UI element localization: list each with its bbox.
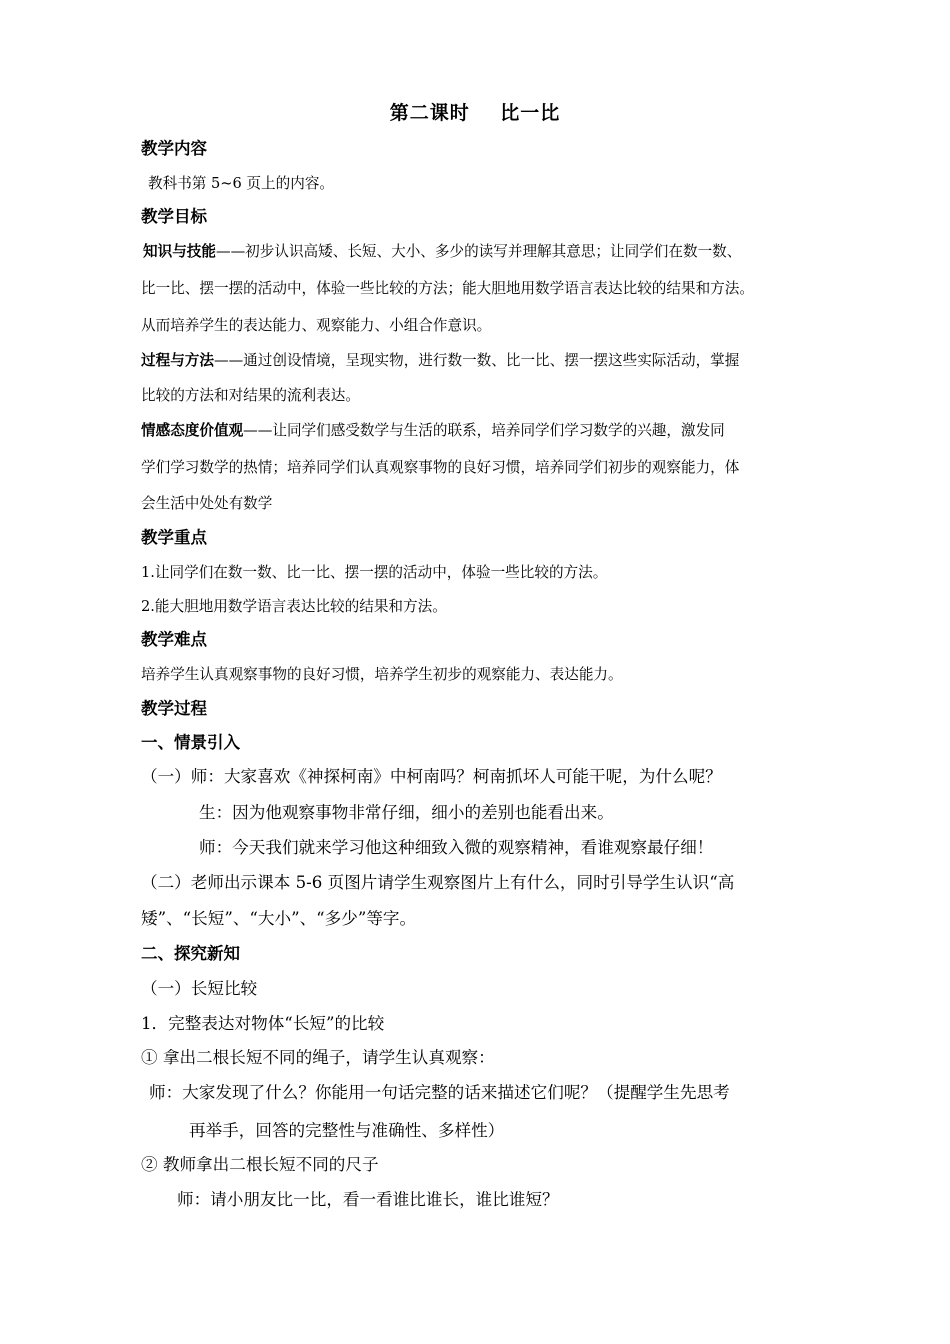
goal1-text-1: ——初步认识高矮、长短、大小、多少的读写并理解其意思；让同学们在数一数、 bbox=[215, 243, 742, 260]
goal3-line1 bbox=[141, 421, 725, 441]
explore-subheading: （一）长短比较 bbox=[141, 979, 258, 998]
intro-paragraph-3: 师：今天我们就来学习他这种细致入微的观察精神，看谁观察最仔细！ bbox=[199, 838, 714, 857]
goal3-line3: 会生活中处处有数学 bbox=[141, 495, 273, 512]
goal2-text-1: ——通过创设情境，呈现实物，进行数一数、比一比、摆一摆这些实际活动，掌握 bbox=[213, 352, 740, 369]
difficulty-text: 培养学生认真观察事物的良好习惯，培养学生初步的观察能力、表达能力。 bbox=[141, 666, 623, 683]
goal3-label: 情感态度价值观 bbox=[141, 422, 244, 439]
section-heading-key-points: 教学重点 bbox=[141, 528, 207, 547]
section-heading-goals: 教学目标 bbox=[141, 207, 207, 226]
explore-step-2: ② 教师拿出二根长短不同的尺子 bbox=[141, 1155, 379, 1174]
section-heading-content: 教学内容 bbox=[141, 139, 207, 158]
key-point-1: 1.让同学们在数一数、比一比、摆一摆的活动中，体验一些比较的方法。 bbox=[141, 564, 608, 581]
key-point-2: 2.能大胆地用数学语言表达比较的结果和方法。 bbox=[141, 598, 447, 615]
content-text: 教科书第 5~6 页上的内容。 bbox=[148, 175, 335, 192]
goal3-text-1: ——让同学们感受数学与生活的联系，培养同学们学习数学的兴趣，激发同 bbox=[243, 422, 725, 439]
goal1-line3: 从而培养学生的表达能力、观察能力、小组合作意识。 bbox=[141, 317, 492, 334]
section-heading-intro: 一、情景引入 bbox=[141, 733, 240, 752]
explore-teacher-question-2: 师：请小朋友比一比，看一看谁比谁长，谁比谁短？ bbox=[177, 1190, 559, 1209]
explore-teacher-question-line1: 师：大家发现了什么？你能用一句话完整的话来描述它们呢？（提醒学生先思考 bbox=[149, 1083, 730, 1102]
section-heading-explore: 二、探究新知 bbox=[141, 944, 240, 963]
goal3-line2: 学们学习数学的热情；培养同学们认真观察事物的良好习惯，培养同学们初步的观察能力，体 bbox=[141, 459, 740, 476]
section-heading-process: 教学过程 bbox=[141, 699, 207, 718]
intro-paragraph-2: 生：因为他观察事物非常仔细，细小的差别也能看出来。 bbox=[199, 803, 614, 822]
goal2-line1 bbox=[141, 351, 739, 371]
goal2-line2: 比较的方法和对结果的流利表达。 bbox=[141, 387, 360, 404]
explore-step-1: ① 拿出二根长短不同的绳子，请学生认真观察： bbox=[141, 1048, 495, 1067]
intro-paragraph-1: （一）师：大家喜欢《神探柯南》中柯南吗？柯南抓坏人可能干呢，为什么呢？ bbox=[141, 767, 722, 786]
intro-paragraph-4-line1: （二）老师出示课本 5-6 页图片请学生观察图片上有什么，同时引导学生认识“高 bbox=[141, 873, 735, 892]
goal2-label: 过程与方法 bbox=[141, 352, 214, 369]
page-title: 第二课时 比一比 bbox=[389, 102, 561, 124]
intro-paragraph-4-line2: 矮”、“长短”、“大小”、“多少”等字。 bbox=[141, 909, 417, 928]
goal1-line2: 比一比、摆一摆的活动中，体验一些比较的方法；能大胆地用数学语言表达比较的结果和方法。 bbox=[141, 280, 754, 297]
goal1-line1 bbox=[143, 242, 741, 262]
explore-item-1: 1．完整表达对物体“长短”的比较 bbox=[141, 1014, 385, 1033]
section-heading-difficulties: 教学难点 bbox=[141, 630, 207, 649]
explore-teacher-question-line2: 再举手，回答的完整性与准确性、多样性） bbox=[189, 1121, 505, 1140]
goal1-label: 知识与技能 bbox=[143, 243, 216, 260]
